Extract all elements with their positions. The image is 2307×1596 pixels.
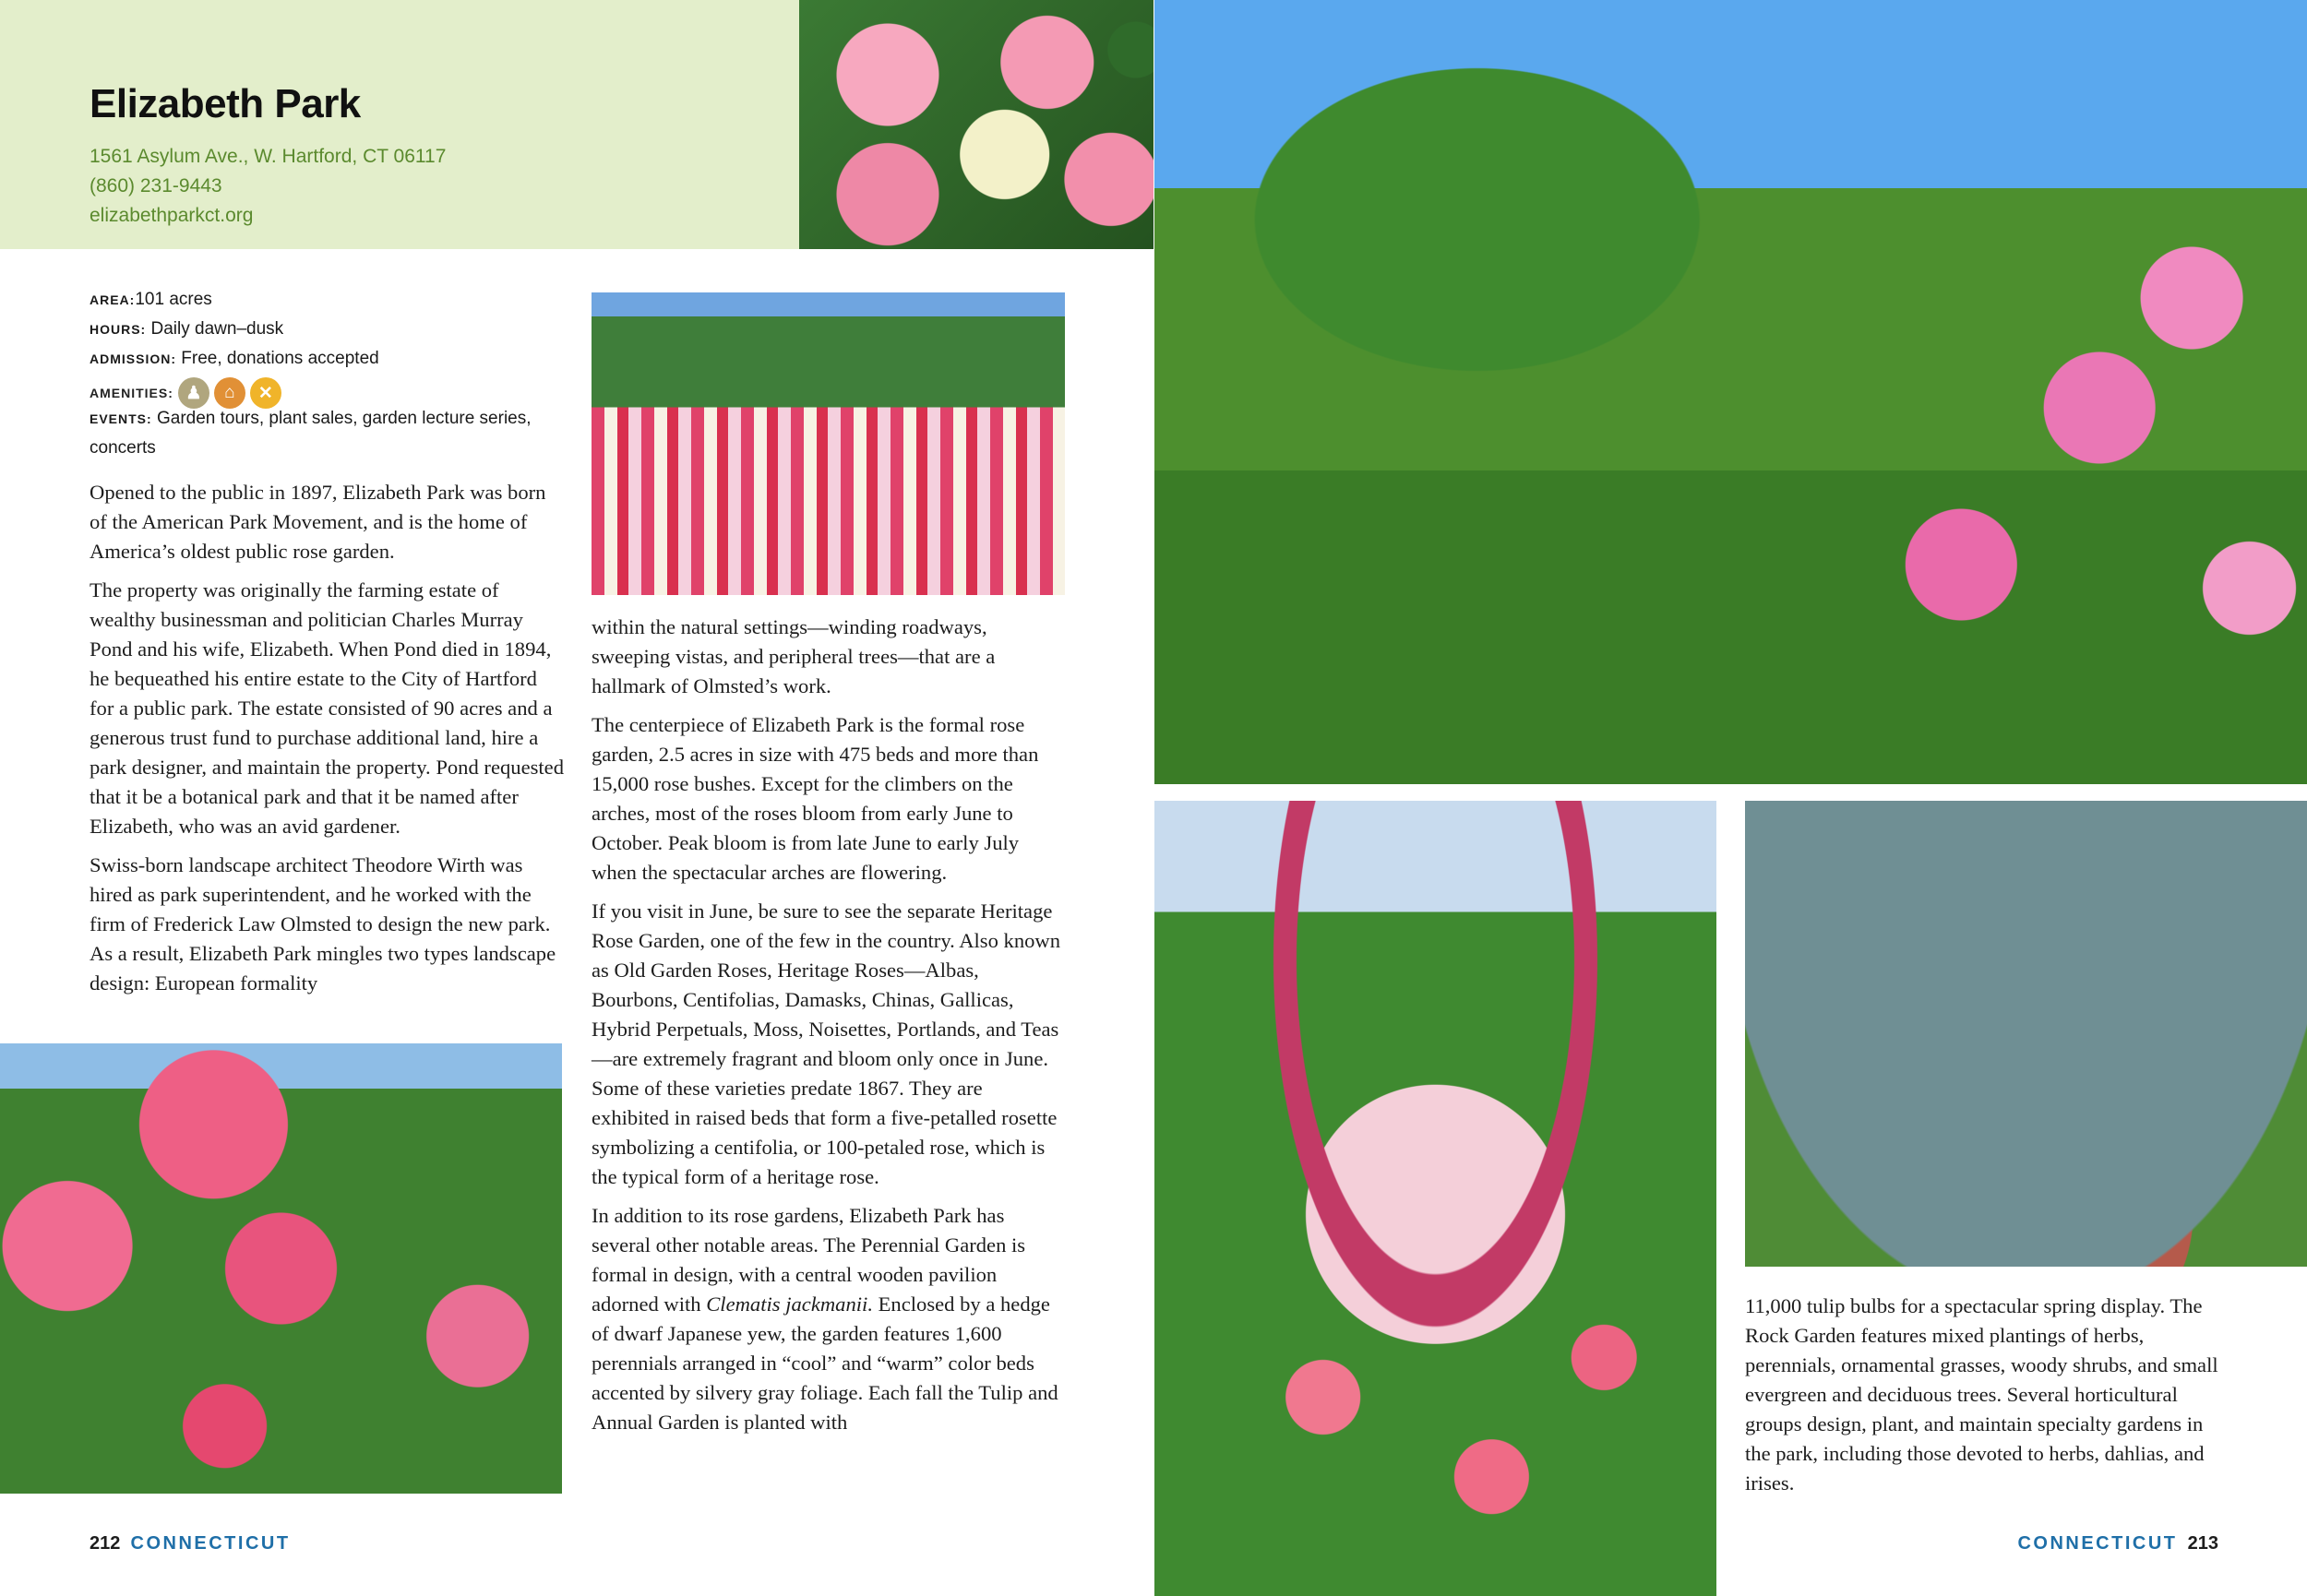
events-value: Garden tours, plant sales, garden lecture series, [156,409,532,428]
right-running-head: CONNECTICUT [2017,1533,2178,1554]
paragraph-6 [592,1201,1065,1437]
pink-roses-photo [799,0,1154,249]
clematis-italic: Clematis jackmanii. [706,1292,873,1316]
hours-label: HOURS: [90,322,147,337]
paragraph-1: Opened to the public in 1897, Elizabeth Park was born of the American Park Movement, and is the home of America’s oldest public rose garden. [90,481,546,563]
weeping-cedar-rock-garden-photo [1745,801,2307,1267]
paragraph-2: The property was originally the farming estate of wealthy businessman and politician Charles Murray Pond and his wife, Elizabeth. When Pond died in 1894, he bequeathed his entire estate to the City of Hartford for a public park. The estate consisted of 90 acres and a generous trust fund to purchase additional land, hire a park designer, and maintain the property. Pond requested that it be a botanical park and that it be named after Elizabeth, who was an avid gardener. [90,578,564,838]
admission-label: ADMISSION: [90,351,176,366]
ivy-pavilion-rose-garden-photo [1154,0,2307,784]
left-page-number: 212 [90,1533,121,1554]
body-column-1 [90,478,565,1007]
amenities-line [90,376,281,410]
area-line [90,290,212,310]
rose-with-dragonfly-photo [0,1043,562,1494]
paragraph-6-continued: 11,000 tulip bulbs for a spectacular spring display. The Rock Garden features mixed plantings of herbs, perennials, ornamental grasses, woody shrubs, and small evergreen and deciduous trees. Several horticultural groups design, plant, and maintain specialty gardens in the park, including those devoted to herbs, dahlias, and irises. [1745,1294,2218,1495]
body-column-2 [592,710,1065,1447]
admission-line [90,349,379,369]
page-title: Elizabeth Park [90,81,361,126]
events-line-2: concerts [90,438,156,458]
phone: (860) 231-9443 [90,175,222,197]
restrooms-icon: ♟ [178,377,209,409]
events-label: EVENTS: [90,411,152,426]
paragraph-5: If you visit in June, be sure to see the separate Heritage Rose Garden, one of the few in the country. Also known as Old Garden Roses, Heritage Roses—Albas, Bourbons, Centifolias, Damasks, Chinas, Gallicas, Hybrid Perpetuals, Moss, Noisettes, Portlands, and Teas—are extremely fragrant and bloom only once in June. Some of these varieties predate 1867. They are exhibited in raised beds that form a five-petalled rosette symbolizing a centifolia, or 100-petaled rose, which is the typical form of a heritage rose. [592,899,1061,1188]
amenities-label: AMENITIES: [90,386,173,400]
paragraph-6-end: Enclosed by a hedge of dwarf Japanese yew, the garden features 1,600 perennials arranged in “cool” and “warm” color beds accented by silvery gray foliage. Each fall the Tulip and Annual Garden is planted with [592,1292,1058,1434]
rose-arches-photo [1154,801,1716,1596]
body-column-2-continuation [592,613,1065,710]
paragraph-6-start: In addition to its rose gardens, Elizabeth Park has several other notable areas. The Perennial Garden is formal in design, with a central wooden pavilion adorned with [592,1204,1026,1316]
paragraph-3-continued: within the natural settings—winding roadways, sweeping vistas, and peripheral trees—that are a hallmark of Olmsted’s work. [592,615,996,697]
left-running-head: CONNECTICUT [130,1533,291,1554]
left-folio [90,1533,291,1554]
events-line [90,409,532,429]
hours-value: Daily dawn–dusk [150,319,284,339]
area-value: 101 acres [135,290,212,309]
paragraph-3: Swiss-born landscape architect Theodore Wirth was hired as park superintendent, and he worked with the firm of Frederick Law Olmsted to design the new park. As a result, Elizabeth Park mingles two types landscape design: European formality [90,853,556,995]
website-link[interactable]: elizabethparkct.org [90,205,254,226]
tulip-garden-photo [592,292,1065,595]
body-column-3 [1745,1292,2225,1507]
address: 1561 Asylum Ave., W. Hartford, CT 06117 [90,146,447,167]
hours-line [90,319,283,339]
food-icon: ✕ [250,377,281,409]
paragraph-4: The centerpiece of Elizabeth Park is the formal rose garden, 2.5 acres in size with 475 beds and more than 15,000 rose bushes. Except for the climbers on the arches, most of the roses bloom from early June to October. Peak bloom is from late June to early July when the spectacular arches are flowering. [592,713,1039,884]
right-page-number: 213 [2187,1533,2218,1554]
area-label: AREA: [90,292,136,307]
gift-shop-icon: ⌂ [214,377,245,409]
right-folio [2017,1533,2218,1554]
header-band [0,0,799,249]
admission-value: Free, donations accepted [181,349,379,368]
